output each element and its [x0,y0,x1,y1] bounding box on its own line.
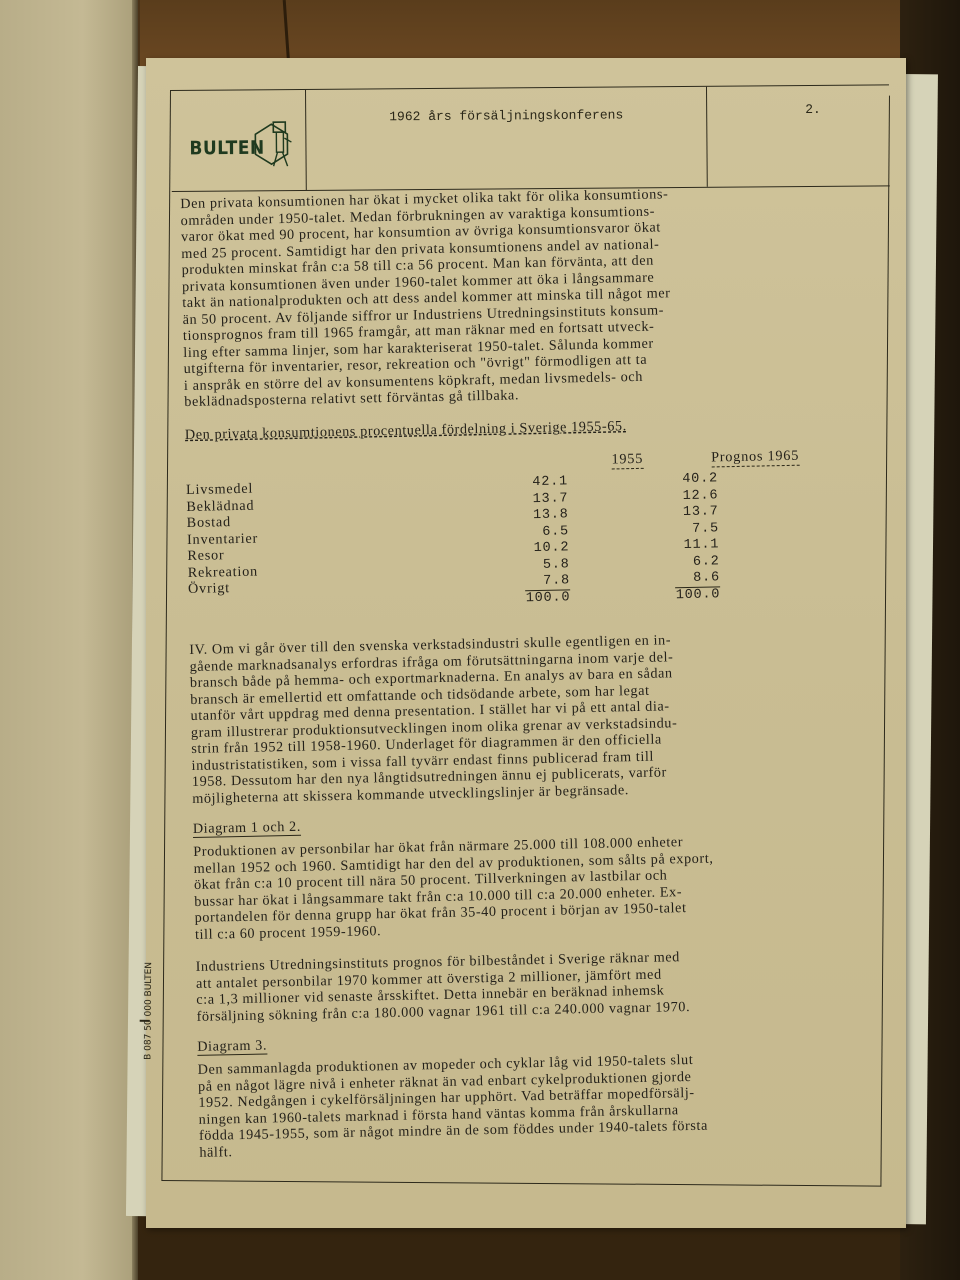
row-label: Livsmedel [185,480,254,499]
page-number-cell [707,85,890,186]
value-1965: 6.2 [692,553,720,570]
value-1965: 11.1 [683,537,720,554]
diagram-3-paragraph: Den sammanlagda produktionen av mopeder och cyklar låg vid 1950-talets slut på en något lägre nivå i enheter räknat än vad enbart cykelproduktionen gjorde 1952. Nedgången i cykelförsäljningen har upphört. Vad beträffar mopedförsälj- ningen kan 1960-talets marknad i första hand väntas komma från årskullarna födda 1945-1955, som är något mindre än de som föddes under 1940-talets första hälft. [197,1051,709,1161]
document-body [180,182,899,1161]
value-1955: 13.8 [532,507,569,524]
value-1965: 40.2 [682,471,719,488]
row-label: Inventarier [186,530,259,548]
row-label: Övrigt [187,580,231,598]
value-1965: 13.7 [682,504,719,521]
value-1955: 6.5 [542,523,570,540]
value-1955: 10.2 [533,540,570,557]
header-prognos-1965: Prognos 1965 [710,447,800,465]
binder-left-page [0,0,138,1280]
bulten-logo [185,104,306,175]
page-border-frame [143,90,890,1187]
total-1965: 100.0 [675,586,721,603]
total-1955: 100.0 [525,589,571,606]
value-1965: 8.6 [693,570,721,586]
intro-paragraph: Den privata konsumtionen har ökat i mycket olika takt för olika konsumtions- områden under 1950-talet. Medan förbrukningen av varaktiga konsumtions- varor ökat med 90 procent, har konsumtion av övriga konsumtionsvaror ökat med 25 procent. Samtidigt har den privata konsumtionens andel av national- produkten minskat från c:a 58 till c:a 56 procent. Man kan förvänta, att den privata konsumtionen även under 1960-talet kommer att öka i långsammare takt än nationalprodukten och att dess andel kommer att minska till något mer än 50 procent. Av följande siffror ur Industriens Utredningsinstituts konsum- tionsprognos fram till 1965 framgår, att man räknar med en fortsatt utveck- ling efter samma linjer, som har karakteriserat 1950-talet. Sålunda kommer utgifterna för inventarier, resor, rekreation och "övrigt" förmodligen att ta i anspråk en större del av konsumentens köpkraft, medan livsmedels- och beklädnadsposterna relativt sett förväntas gå tillbaka. [180,186,671,411]
header-label [185,453,500,476]
value-1955: 5.8 [542,556,570,573]
letterhead [171,84,890,192]
diagram-3-heading: Diagram 3. [197,1037,268,1055]
title-cell [306,87,708,190]
value-1965: 12.6 [682,487,719,504]
row-label: Beklädnad [186,497,255,515]
value-1965: 7.5 [692,520,720,537]
document-page [143,58,906,1228]
document-title: 1962 års försäljningskonferens [389,107,624,125]
row-label: Rekreation [187,563,259,581]
row-label: Bostad [186,514,232,532]
logo-text: BULTEN [189,137,265,160]
value-1955: 42.1 [532,474,569,491]
value-1955: 13.7 [532,490,569,507]
car-forecast-paragraph: Industriens Utredningsinstituts prognos för bilbeståndet i Sverige räknar med att antalet personbilar 1970 kommer att överstiga 2 millioner, jämfört med c:a 1,3 millioner vid senaste årsskiftet. Detta innebär en beräknad inhemsk försäljning sökning från c:a 180.000 vagnar 1961 till c:a 240.000 vagnar 1970. [195,949,691,1025]
value-1955: 7.8 [543,573,571,589]
logo-cell [171,90,307,191]
section-iv-paragraph: IV. Om vi går över till den svenska verkstadsindustri skulle egentligen en in- gående marknadsanalys erfordras ifråga om förutsättningarna inom varje del- bransch både på hemma- och exportmarknaderna. En analys av bara en sådan bransch är emellertid ett omfattande och tidsödande arbete, som har legat utanför vårt uppdrag med denna presentation. I stället har vi på ett antal dia- gram illustrerar produktionsutvecklingen inom olika grenar av verkstadsindu- strin från 1952 till 1958-1960. Underlaget för diagrammen är den officiella industristatistiken, som i vissa fall tyvärr endast finns publicerad fram till 1958. Dessutom har den nya långtidsutredningen ännu ej publicerats, varför möjligheterna att skissera kommande utvecklingslinjer är begränsade. [189,632,678,807]
page-number: 2. [805,101,821,118]
print-code: B 087 50 000 BULTEN [143,961,155,1060]
table-title: Den privata konsumtionens procentuella fördelning i Sverige 1955-65. [184,417,627,443]
diagram-1-2-paragraph: Produktionen av personbilar har ökat från närmare 25.000 till 108.000 enheter mellan 1952 och 1960. Samtidigt har den del av produktionen, som sålts på export, ökat från c:a 10 procent till nära 50 procent. Tillverkningen av lastbilar och bussar har ökat i långsammare takt från c:a 10.000 till c:a 20.000 enheter. Ex- portandelen för denna grupp har ökat från 35-40 procent i början av 1950-talet till c:a 60 procent 1959-1960. [193,834,714,943]
row-label: Resor [187,547,225,565]
diagram-1-2-heading: Diagram 1 och 2. [192,818,302,837]
header-1955: 1955 [611,450,644,467]
consumption-table [185,447,828,614]
